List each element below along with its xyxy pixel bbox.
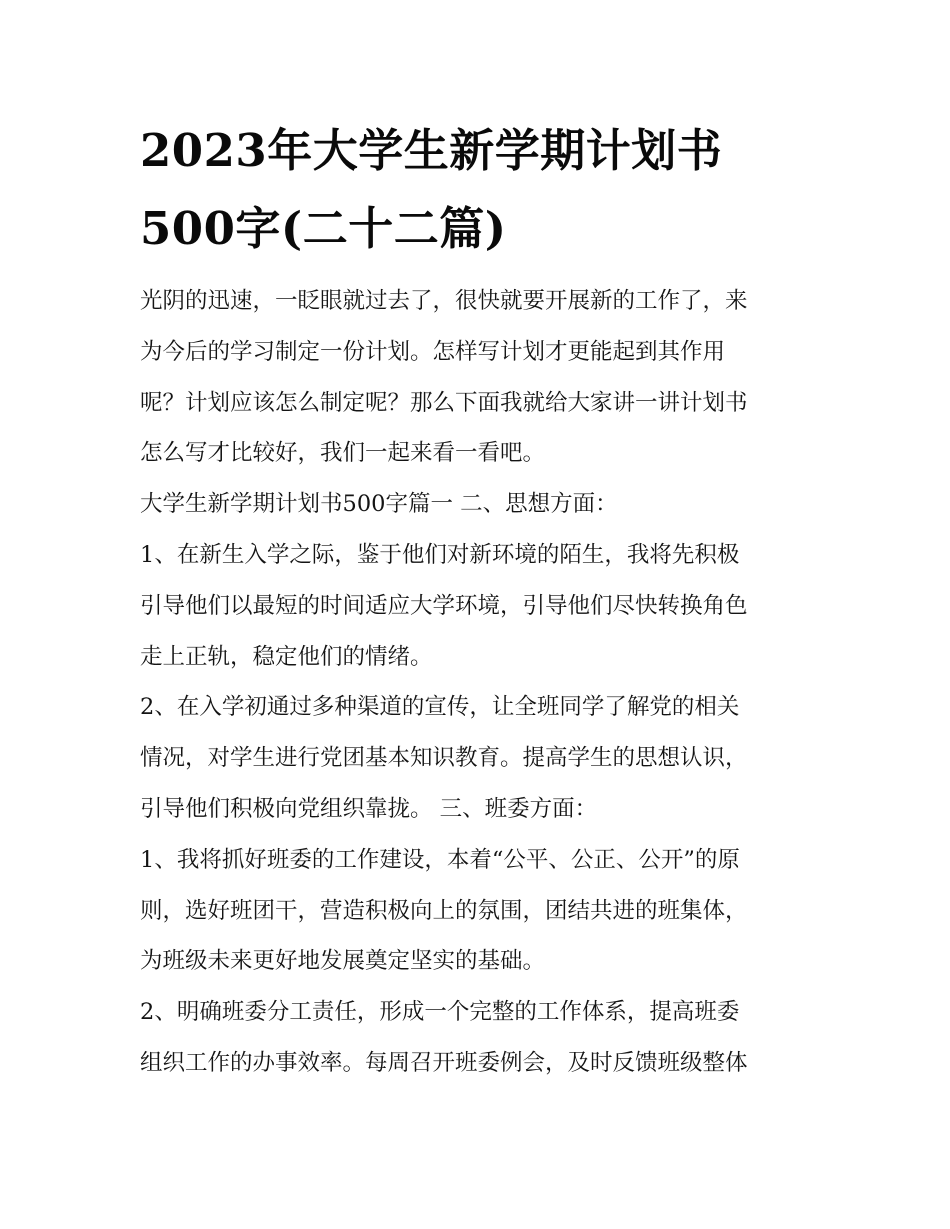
section-heading-line: 大学生新学期计划书500字篇一 二、思想方面： bbox=[140, 491, 618, 518]
body-line: 情况，对学生进行党团基本知识教育。提高学生的思想认识， bbox=[140, 745, 748, 772]
title-line-1: 2023年大学生新学期计划书 bbox=[140, 124, 723, 177]
document-title bbox=[140, 112, 830, 268]
title-line-2: 500字(二十二篇) bbox=[140, 202, 507, 255]
body-line: 光阴的迅速，一眨眼就过去了，很快就要开展新的工作了，来 bbox=[140, 288, 748, 314]
body-line: 则，选好班团干，营造积极向上的氛围，团结共进的班集体， bbox=[140, 897, 748, 924]
body-line: 呢？计划应该怎么制定呢？那么下面我就给大家讲一讲计划书 bbox=[140, 389, 748, 416]
body-line: 为班级未来更好地发展奠定坚实的基础。 bbox=[140, 948, 546, 975]
body-line: 2、明确班委分工责任，形成一个完整的工作体系，提高班委 bbox=[140, 999, 740, 1026]
body-line: 引导他们以最短的时间适应大学环境，引导他们尽快转换角色 bbox=[140, 592, 748, 619]
body-line: 2、在入学初通过多种渠道的宣传，让全班同学了解党的相关 bbox=[140, 694, 740, 721]
body-line: 1、我将抓好班委的工作建设，本着“公平、公正、公开”的原 bbox=[140, 846, 740, 873]
body-line: 引导他们积极向党组织靠拢。 三、班委方面： bbox=[140, 795, 598, 822]
body-line: 1、在新生入学之际，鉴于他们对新环境的陌生，我将先积极 bbox=[140, 541, 740, 568]
body-line: 组织工作的办事效率。每周召开班委例会，及时反馈班级整体 bbox=[140, 1049, 748, 1076]
body-line: 怎么写才比较好，我们一起来看一看吧。 bbox=[140, 440, 546, 467]
body-line: 为今后的学习制定一份计划。怎样写计划才更能起到其作用 bbox=[140, 338, 726, 365]
body-line: 走上正轨，稳定他们的情绪。 bbox=[140, 643, 433, 670]
document-body bbox=[140, 276, 820, 1089]
